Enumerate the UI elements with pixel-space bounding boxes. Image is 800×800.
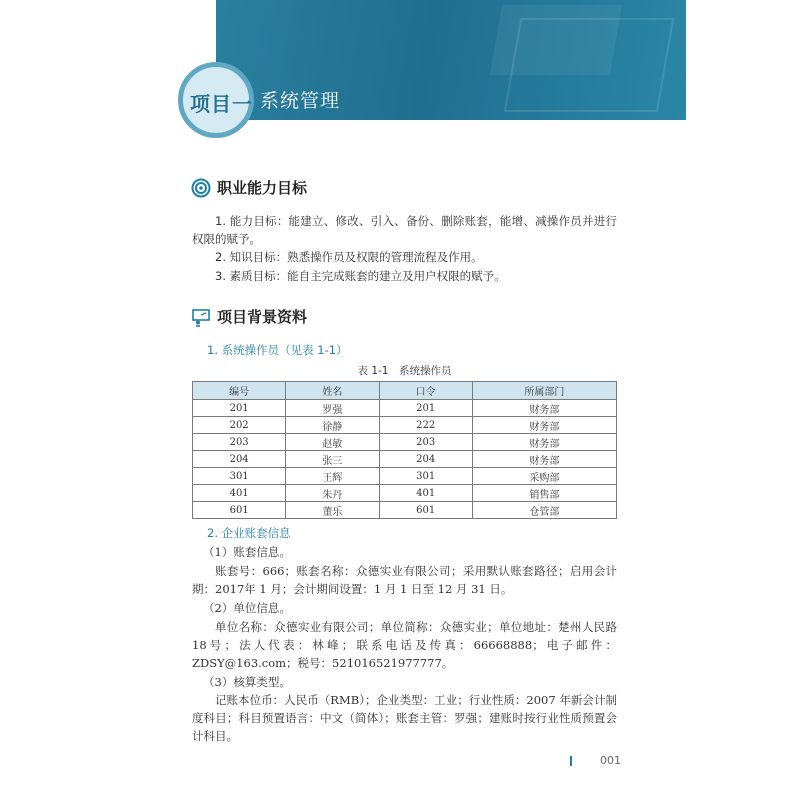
table-cell: 王辉	[286, 468, 379, 485]
table-cell: 徐静	[286, 417, 379, 434]
table-cell: 204	[379, 451, 472, 468]
table-cell: 201	[379, 400, 472, 417]
table-cell: 601	[379, 502, 472, 519]
table-cell: 301	[193, 468, 286, 485]
table-cell: 财务部	[472, 451, 616, 468]
table-cell: 601	[193, 502, 286, 519]
table-cell: 201	[193, 400, 286, 417]
table-row	[193, 400, 617, 417]
page-footer	[570, 754, 621, 767]
column-header: 口令	[379, 382, 472, 400]
table-cell: 222	[379, 417, 472, 434]
target-icon	[191, 178, 211, 198]
goal-item: 1. 能力目标：能建立、修改、引入、备份、删除账套，能增、减操作员并进行权限的赋予。	[192, 214, 617, 246]
paragraph-title: （3）核算类型。	[203, 675, 291, 689]
section-title: 职业能力目标	[217, 179, 308, 197]
table-cell: 301	[379, 468, 472, 485]
paragraph-body: 单位名称：众德实业有限公司；单位简称：众德实业；单位地址：楚州人民路 18号；法人代表：林峰；联系电话及传真：66668888；电子邮件：ZDSY@163.com；税号：521016521977777。	[192, 620, 617, 670]
table-row	[193, 417, 617, 434]
table-cell: 仓管部	[472, 502, 616, 519]
table-row	[193, 502, 617, 519]
project-title: 系统管理	[260, 90, 341, 112]
banner-decoration	[504, 18, 675, 112]
table-cell: 张三	[286, 451, 379, 468]
table-row	[193, 434, 617, 451]
section-heading-background	[191, 306, 307, 327]
table-cell: 销售部	[472, 485, 616, 502]
table-caption: 表 1-1 系统操作员	[357, 365, 452, 377]
footer-divider	[570, 756, 572, 766]
table-cell: 财务部	[472, 400, 616, 417]
column-header: 所属部门	[472, 382, 616, 400]
table-cell: 401	[379, 485, 472, 502]
paragraph-body: 记账本位币：人民币（RMB）；企业类型：工业；行业性质：2007 年新会计制度科目；科目预置语言：中文（简体）；账套主管：罗强；建账时按行业性质预置会计科目。	[192, 693, 617, 743]
table-cell: 204	[193, 451, 286, 468]
goal-item: 3. 素质目标：能自主完成账套的建立及用户权限的赋予。	[215, 269, 506, 283]
project-number: 项目一	[190, 92, 253, 116]
operators-table	[192, 381, 617, 519]
table-cell: 财务部	[472, 434, 616, 451]
table-header-row	[193, 382, 617, 400]
paragraph-body: 账套号：666；账套名称：众德实业有限公司；采用默认账套路径；启用会计期：2017年 1 月；会计期间设置：1 月 1 日至 12 月 31 日。	[192, 564, 617, 596]
section-title: 项目背景资料	[217, 308, 308, 326]
subheading-operators: 1. 系统操作员（见表 1-1）	[207, 343, 348, 357]
table-cell: 赵敏	[286, 434, 379, 451]
table-cell: 401	[193, 485, 286, 502]
table-cell: 202	[193, 417, 286, 434]
table-cell: 财务部	[472, 417, 616, 434]
subheading-account-info: 2. 企业账套信息	[207, 526, 291, 540]
goal-item: 2. 知识目标：熟悉操作员及权限的管理流程及作用。	[215, 250, 483, 264]
column-header: 编号	[193, 382, 286, 400]
column-header: 姓名	[286, 382, 379, 400]
paragraph-title: （1）账套信息。	[203, 545, 291, 559]
table-cell: 采购部	[472, 468, 616, 485]
table-cell: 朱丹	[286, 485, 379, 502]
page-number: 001	[600, 754, 621, 767]
table-cell: 罗强	[286, 400, 379, 417]
presentation-icon	[191, 307, 211, 327]
table-row	[193, 451, 617, 468]
paragraph-title: （2）单位信息。	[203, 601, 291, 615]
table-cell: 203	[193, 434, 286, 451]
table-cell: 董乐	[286, 502, 379, 519]
section-heading-goals	[191, 177, 307, 198]
table-row	[193, 485, 617, 502]
table-cell: 203	[379, 434, 472, 451]
table-row	[193, 468, 617, 485]
